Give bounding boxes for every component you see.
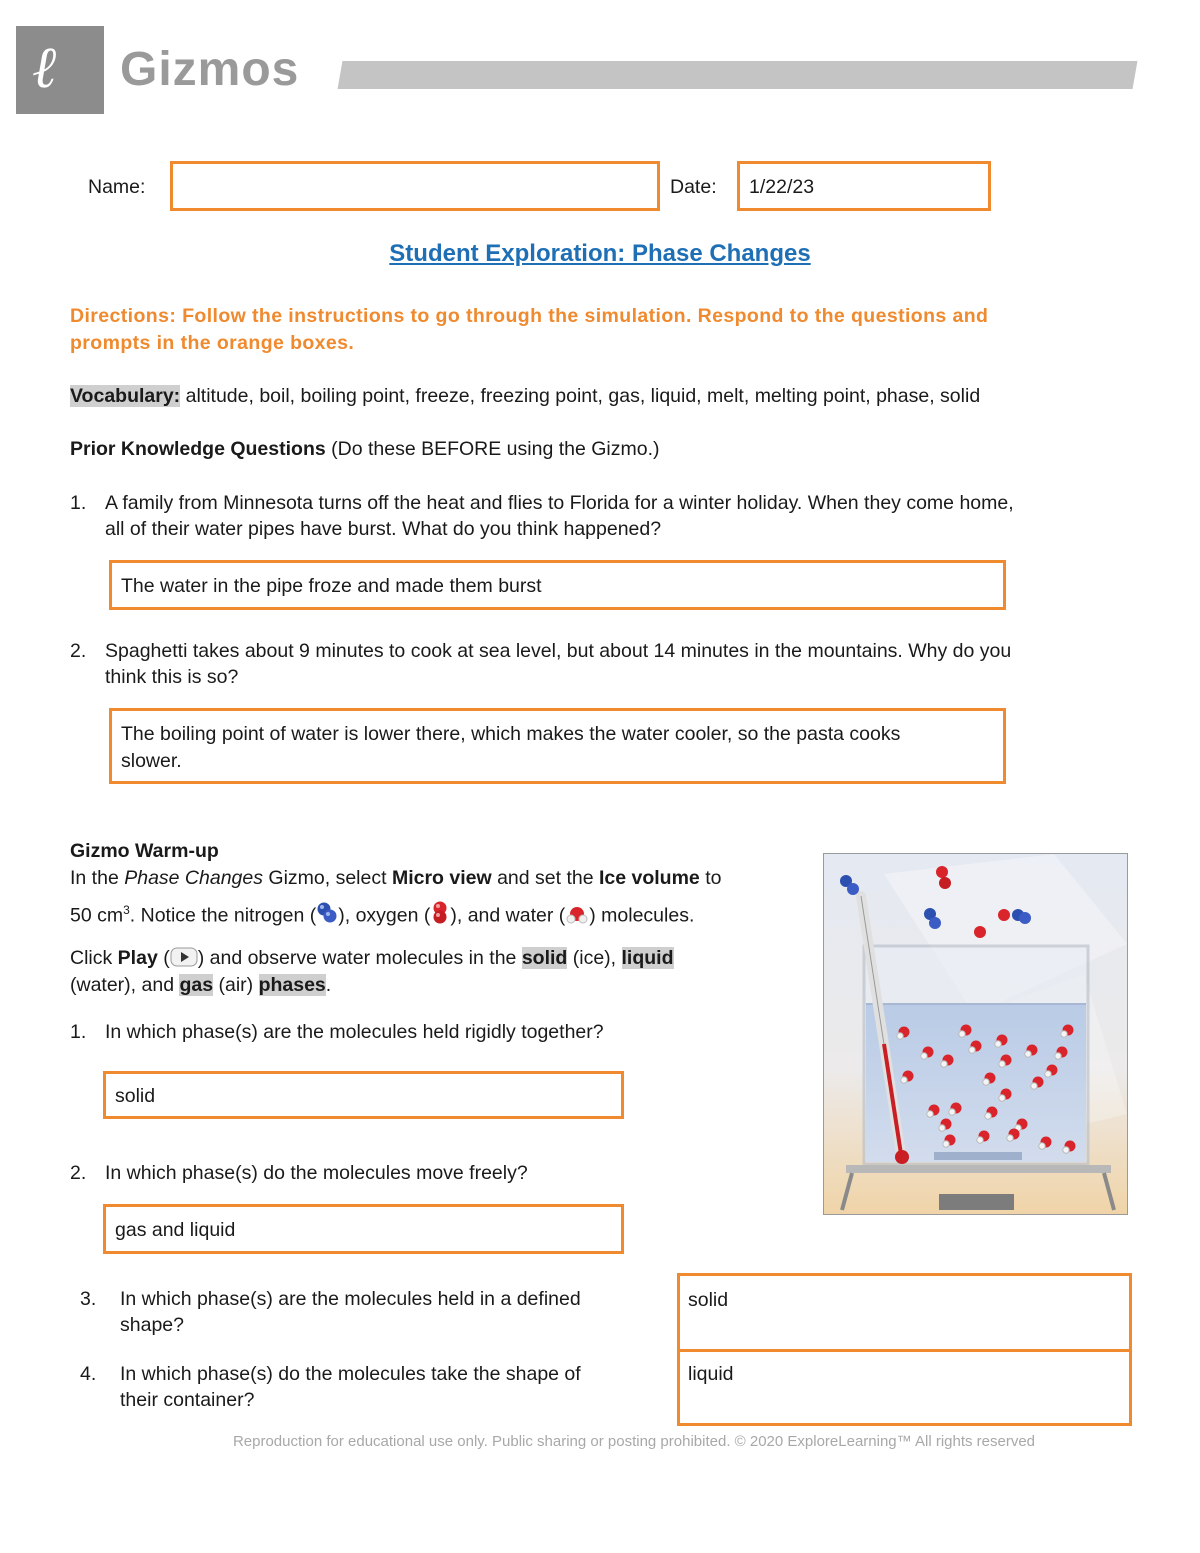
question-number: 4. xyxy=(80,1363,97,1385)
text-run: (ice), xyxy=(567,947,622,969)
question-text: In which phase(s) do the molecules move freely? xyxy=(105,1162,528,1184)
header-bar xyxy=(338,61,1138,89)
warmup-paragraph xyxy=(70,865,721,892)
question-text: In which phase(s) are the molecules held in a defined xyxy=(120,1288,581,1310)
text-run: ( xyxy=(157,947,170,969)
question-number: 1. xyxy=(70,1021,87,1043)
question-text: all of their water pipes have burst. What do you think happened? xyxy=(105,518,662,540)
oxygen-molecule-icon xyxy=(430,901,450,925)
question-text: think this is so? xyxy=(105,666,239,688)
water-molecule-icon xyxy=(565,903,589,925)
liquid-term: liquid xyxy=(621,947,674,969)
text-run: ), and water ( xyxy=(450,904,566,927)
text-run: ), oxygen ( xyxy=(338,904,431,927)
page-title: Student Exploration: Phase Changes xyxy=(389,240,811,267)
text-run: Click xyxy=(70,947,118,969)
name-label: Name: xyxy=(88,176,146,198)
text-run: . Notice the nitrogen ( xyxy=(129,904,317,927)
footer-copyright: Reproduction for educational use only. Public sharing or posting prohibited. © 2020 ExploreLearning™ All rights reserved xyxy=(232,1433,1036,1450)
name-field[interactable] xyxy=(170,161,660,211)
prior-knowledge-heading-line xyxy=(70,436,660,463)
logo-icon xyxy=(16,26,104,114)
vocabulary-label: Vocabulary: xyxy=(70,385,181,407)
warmup-paragraph xyxy=(70,972,331,999)
answer-text: The boiling point of water is lower there, which makes the water cooler, so the pasta cooks xyxy=(121,723,901,745)
question-text: A family from Minnesota turns off the heat and flies to Florida for a winter holiday. When they come home, xyxy=(105,492,1014,514)
answer-box[interactable] xyxy=(103,1204,624,1254)
answer-table xyxy=(677,1273,1132,1426)
question-text: shape? xyxy=(120,1314,184,1336)
gizmo-name: Phase Changes xyxy=(124,867,263,889)
date-value: 1/22/23 xyxy=(749,176,815,198)
directions-text: Directions: Follow the instructions to go through the simulation. Respond to the questions and prompts in the orange boxes. xyxy=(70,305,989,354)
answer-text: solid xyxy=(688,1289,729,1311)
question-text: their container? xyxy=(120,1389,255,1411)
play-icon xyxy=(170,947,198,967)
answer-text: liquid xyxy=(688,1363,734,1385)
solid-term: solid xyxy=(521,947,568,969)
warmup-paragraph xyxy=(70,945,674,972)
text-run: Gizmo, select xyxy=(263,867,392,889)
micro-view-term: Micro view xyxy=(391,867,492,889)
logo-glyph: ℓ xyxy=(32,33,57,101)
beaker-drawing xyxy=(824,854,1127,1214)
question-number: 2. xyxy=(70,640,87,662)
text-run: (water), and xyxy=(70,974,180,996)
question-number: 3. xyxy=(80,1288,97,1310)
nitrogen-molecule-icon xyxy=(316,901,338,925)
question-text: In which phase(s) are the molecules held rigidly together? xyxy=(105,1021,604,1043)
answer-cell[interactable] xyxy=(680,1276,1129,1349)
text-run: to xyxy=(699,867,722,889)
question-text: In which phase(s) do the molecules take the shape of xyxy=(120,1363,581,1385)
question-number: 2. xyxy=(70,1162,87,1184)
text-run: 50 cm xyxy=(70,904,124,927)
play-term: Play xyxy=(117,947,158,969)
gas-term: gas xyxy=(179,974,214,996)
text-run: ) molecules. xyxy=(589,904,695,927)
text-run: and set the xyxy=(491,867,599,889)
answer-box[interactable] xyxy=(109,708,1006,784)
vocabulary-terms: altitude, boil, boiling point, freeze, freezing point, gas, liquid, melt, melting point, phase, solid xyxy=(185,385,981,407)
question-number: 1. xyxy=(70,492,87,514)
text-run: In the xyxy=(70,867,125,889)
brand-name: Gizmos xyxy=(120,43,300,96)
date-field[interactable] xyxy=(737,161,991,211)
answer-cell[interactable] xyxy=(680,1352,1129,1423)
ice-volume-term: Ice volume xyxy=(598,867,700,889)
answer-box[interactable] xyxy=(103,1071,624,1119)
date-label: Date: xyxy=(670,176,717,198)
answer-text: The water in the pipe froze and made them burst xyxy=(121,575,542,597)
prior-knowledge-note: (Do these BEFORE using the Gizmo.) xyxy=(331,438,660,460)
warmup-paragraph xyxy=(70,897,694,930)
answer-text: slower. xyxy=(121,750,182,772)
prior-knowledge-heading: Prior Knowledge Questions xyxy=(70,438,326,460)
warmup-heading: Gizmo Warm-up xyxy=(70,840,219,862)
question-text: Spaghetti takes about 9 minutes to cook at sea level, but about 14 minutes in the mountains. Why do you xyxy=(105,640,1012,662)
text-run: . xyxy=(325,974,332,996)
answer-text: solid xyxy=(115,1085,156,1107)
beaker-illustration xyxy=(823,853,1128,1215)
answer-text: gas and liquid xyxy=(115,1219,236,1241)
superscript: 3 xyxy=(123,903,130,917)
vocabulary-line xyxy=(70,383,980,410)
phases-term: phases xyxy=(258,974,326,996)
text-run: (air) xyxy=(213,974,259,996)
answer-box[interactable] xyxy=(109,560,1006,610)
text-run: ) and observe water molecules in the xyxy=(197,947,522,969)
